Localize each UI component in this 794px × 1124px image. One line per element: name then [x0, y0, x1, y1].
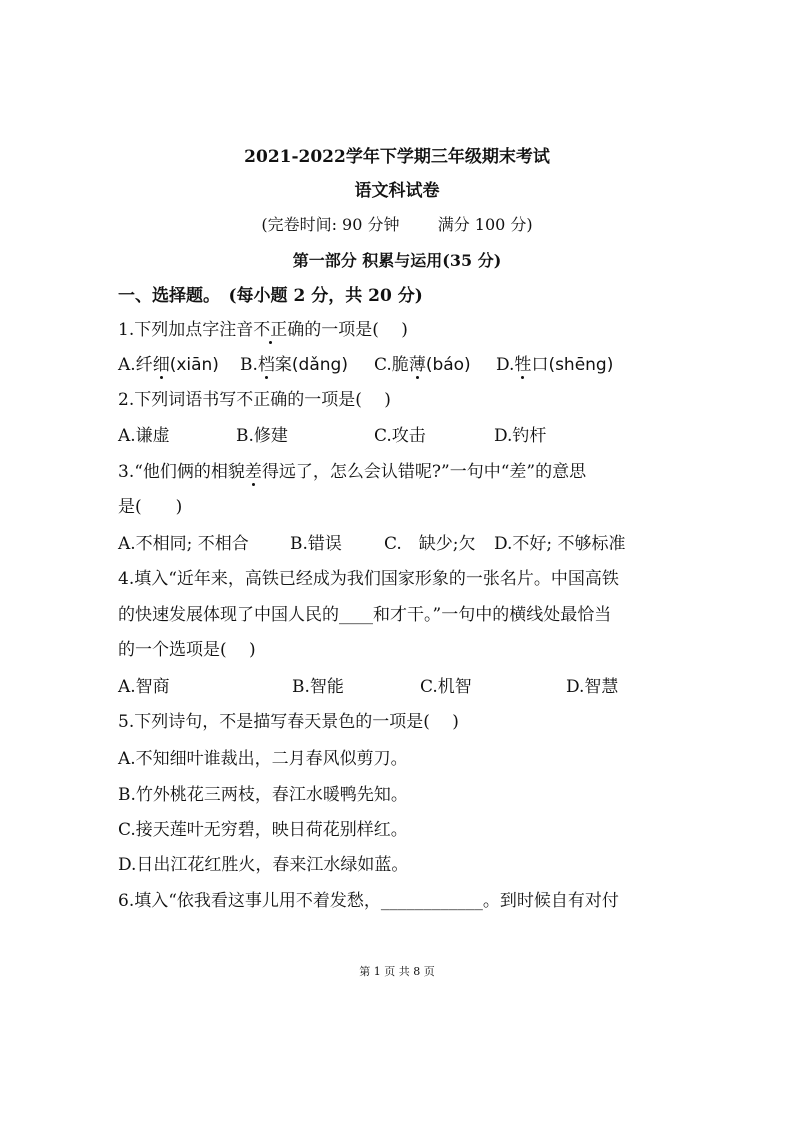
time-note: (完卷时间: 90 分钟	[261, 215, 400, 234]
question-5-stem: 5.下列诗句，不是描写春天景色的一项是( )	[118, 712, 459, 732]
option-b: B.错误	[290, 534, 342, 554]
option-c: C.攻击	[374, 426, 426, 446]
question-5-option-b: B.竹外桃花三两枝，春江水暖鸭先知。	[118, 785, 408, 805]
part-title: 第一部分 积累与运用(35 分)	[292, 251, 502, 270]
question-5-option-d: D.日出江花红胜火，春来江水绿如蓝。	[118, 855, 409, 875]
option-d: D.牲口(shēng)	[496, 355, 614, 375]
question-6-stem: 6.填入“依我看这事儿用不着发愁，____________。到时候自有对付	[118, 891, 619, 911]
exam-title: 2021-2022学年下学期三年级期末考试	[244, 147, 550, 167]
option-b: B.档案(dǎng)	[240, 355, 348, 375]
question-1-stem: 1.下列加点字注音不正确的一项是( )	[118, 320, 408, 340]
option-b: B.智能	[292, 677, 344, 697]
option-b: B.修建	[236, 426, 288, 446]
score-note: 满分 100 分)	[437, 215, 533, 234]
question-4-stem-line-1: 4.填入“近年来，高铁已经成为我们国家形象的一张名片。中国高铁	[118, 569, 619, 589]
option-a: A.智商	[118, 677, 170, 697]
question-3-stem: 3.“他们俩的相貌差得远了，怎么会认错呢?”一句中“差”的意思	[118, 462, 587, 482]
question-2-stem: 2.下列词语书写不正确的一项是( )	[118, 390, 391, 410]
time-score-note	[0, 212, 794, 235]
subject-title: 语文科试卷	[354, 181, 440, 201]
question-4-stem-line-3: 的一个选项是( )	[118, 640, 256, 660]
page-footer: 第 1 页 共 8 页	[359, 965, 435, 978]
option-a: A.不相同; 不相合	[118, 534, 249, 554]
option-d: D.不好; 不够标准	[494, 534, 626, 554]
option-d: D.钓杆	[494, 426, 547, 446]
option-c: C. 缺少;欠	[384, 534, 476, 554]
question-4-stem-line-2: 的快速发展体现了中国人民的____和才干。”一句中的横线处最恰当	[118, 605, 612, 625]
question-5-option-a: A.不知细叶谁裁出，二月春风似剪刀。	[118, 749, 408, 769]
section-title: 一、选择题。 (每小题 2 分，共 20 分)	[118, 286, 423, 306]
question-5-option-c: C.接天莲叶无穷碧，映日荷花别样红。	[118, 820, 408, 840]
option-d: D.智慧	[566, 677, 619, 697]
emphasis-dot-text: 不正	[253, 320, 288, 340]
option-a: A.谦虚	[118, 426, 170, 446]
option-c: C.脆薄(báo)	[374, 355, 471, 375]
option-a: A.纤细(xiān)	[118, 355, 219, 375]
question-3-stem-cont: 是( )	[118, 497, 183, 517]
option-c: C.机智	[420, 677, 472, 697]
